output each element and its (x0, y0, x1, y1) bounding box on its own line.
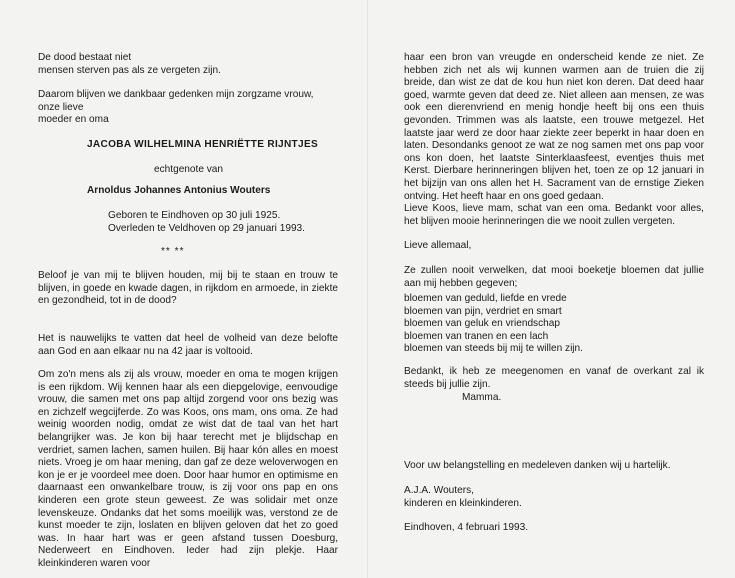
life-paragraph: Om zo'n mens als zij als vrouw, moeder en oma te mogen krijgen is een rijkdom. Wij kennen haar als een diepgelovige, eenvoudige vrouw, die samen met ons pap altijd zorgend voor ons bezig was en zichzelf wegcijferde. Zo was Koos, ons mam, ons oma. Ze had weinig woorden nodig, omdat ze wist dat de taal van het hart belangrijker was. Je kon bij haar terecht met je blijdschap en verdriet, samen lachen, samen huilen. Bij haar kón alles en moest niets. Vroeg je om haar mening, dan gaf ze deze weloverwogen en kon je er je voordeel mee doen. Door haar humor en optimisme en daarnaast een onwankelbare trouw, is zij voor ons pap en ons kinderen een grote steun geweest. Ze was solidair met onze levenskeuze. Ondanks dat het soms moeilijk was, verstond ze de kunst moeder te zijn, loslaten en blijven geloven dat het zo goed was. In haar hart was er geen afstand tussen Doesburg, Nederweert en Eindhoven. Ieder had zijn plekje. Haar kleinkinderen waren voor (38, 369, 338, 569)
poem (404, 293, 704, 356)
signature: Mamma. (462, 392, 502, 403)
opening-line: De dood bestaat niet (38, 52, 132, 63)
poem-line: bloemen van steeds bij mij te willen zijn. (404, 343, 583, 355)
intro (38, 89, 338, 127)
continued-paragraph: haar een bron van vreugde en onderscheid kende ze niet. Ze hebben zich net als wij kunnen warmen aan de truien die zij breide, dan wist ze dat de kou hun niet kon deren. Dat deed haar goed, warmte geven dat deed ze. Niet alleen aan mensen, ze was ook een dierenvriend en menig hondje heeft bij ons een thuis gevonden. Trimmen was als laatste, een trouwe metgezel. Het laatste jaar werd ze door haar ziekte zeer beperkt in haar doen en laten. Desondanks genoot ze wat ze nog samen met ons pap voor ons kon doen, het laatste Sinterklaasfeest, eventjes thuis met Kerst. Dierbare herinneringen blijven het, toen ze op 12 januari in het bijzijn van ons allen het H. Sacrament van de ernstige Zieken ontving. Het heeft haar en ons goed gedaan. (404, 52, 704, 202)
poem-line: bloemen van geduld, liefde en vrede (404, 293, 567, 304)
separator: ** ** (161, 246, 185, 257)
spouse-name: Arnoldus Johannes Antonius Wouters (87, 185, 271, 196)
birth-line: Geboren te Eindhoven op 30 juli 1925. (108, 210, 281, 221)
opening-line: mensen sterven pas als ze vergeten zijn. (38, 64, 221, 76)
closing-line: Voor uw belangstelling en medeleven danken wij u hartelijk. (404, 460, 671, 471)
vow-paragraph: Beloof je van mij te blijven houden, mij bij te staan en trouw te blijven, in goede en kwade dagen, in rijkdom en armoede, in ziekte en gezondheid, tot in de dood? (38, 270, 338, 307)
place-date: Eindhoven, 4 februari 1993. (404, 522, 529, 533)
family-line: kinderen en kleinkinderen. (404, 497, 522, 509)
koos-paragraph: Lieve Koos, lieve mam, schat van een oma. Bedankt voor alles, het blijven mooie herinneringen die we nooit zullen vergeten. (404, 203, 704, 227)
greeting: Lieve allemaal, (404, 240, 472, 251)
poem-intro: Ze zullen nooit verwelken, dat mooi boeketje bloemen dat jullie aan mij hebben gegeven; (404, 265, 704, 289)
thanks-paragraph: Bedankt, ik heb ze meegenomen en vanaf de overkant zal ik steeds bij jullie zijn. (404, 366, 704, 390)
death-line: Overleden te Veldhoven op 29 januari 1993. (108, 223, 305, 234)
poem-line: bloemen van tranen en een lach (404, 330, 549, 342)
poem-line: bloemen van pijn, verdriet en smart (404, 305, 562, 317)
intro-line: moeder en oma (38, 114, 109, 126)
poem-line: bloemen van geluk en vriendschap (404, 318, 560, 330)
spouse-intro: echtgenote van (154, 164, 224, 175)
family-signature (404, 485, 704, 510)
center-fold (367, 0, 369, 578)
family-line: A.J.A. Wouters, (404, 485, 474, 496)
opening-verse (38, 52, 338, 77)
promise-paragraph: Het is nauwelijks te vatten dat heel de volheid van deze belofte aan God en aan elkaar nu na 42 jaar is voltooid. (38, 333, 338, 357)
intro-line: Daarom blijven we dankbaar gedenken mijn zorgzame vrouw, onze lieve (38, 89, 314, 113)
deceased-name: JACOBA WILHELMINA HENRIËTTE RIJNTJES (87, 139, 319, 150)
